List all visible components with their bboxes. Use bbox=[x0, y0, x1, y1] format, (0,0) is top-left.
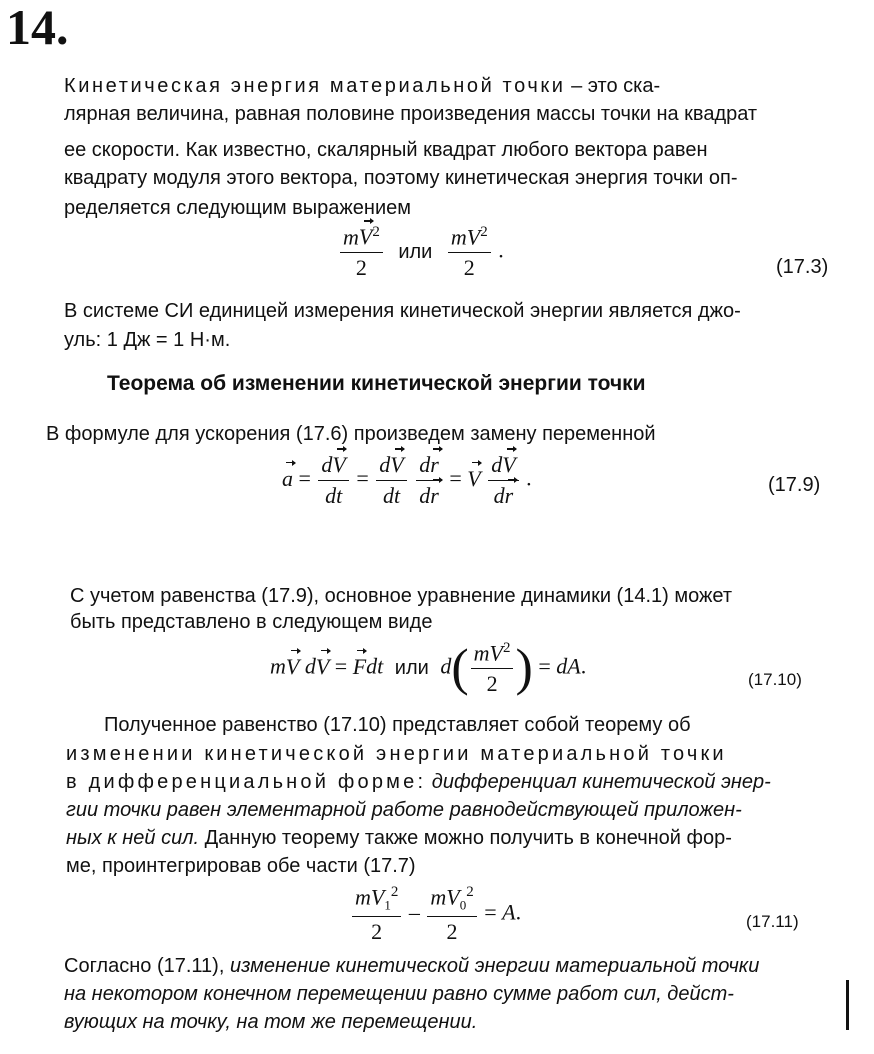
vector-v: V bbox=[358, 224, 373, 250]
fraction-mv0-squared: $\frac{mV_0^2}{2}$ bbox=[427, 884, 476, 945]
theorem-statement-2: ных к ней сил. bbox=[66, 827, 200, 849]
theorem-final-1: изменение кинетической энергии материальной точки bbox=[229, 955, 760, 977]
paragraph-1-line-5: ределяется следующим выражением bbox=[64, 197, 412, 219]
term-differential-form: в дифференциальной форме: bbox=[66, 771, 427, 793]
fraction-mv2-over-2: $\frac{mV^2}{2}$ bbox=[471, 640, 514, 697]
fraction-dv-dr: $\frac{dV}{dr}$ bbox=[488, 452, 518, 509]
paragraph-5-line-6: ме, проинтегрировав обе части (17.7) bbox=[66, 855, 416, 877]
paragraph-5-line-2: изменении кинетической энергии материальной точки bbox=[66, 743, 727, 765]
paragraph-4-line-2: быть представлено в следующем виде bbox=[70, 611, 433, 633]
paragraph-4-line-1: С учетом равенства (17.9), основное уравнение динамики (14.1) может bbox=[70, 585, 732, 607]
paragraph-1-line-1 bbox=[64, 76, 660, 96]
equation-number-17-9: (17.9) bbox=[768, 474, 821, 496]
paragraph-2-line-2: уль: 1 Дж = 1 Н·м. bbox=[64, 329, 231, 351]
equation-17-3: $\frac{mV^2}{2}$ или $\frac{mV^2}{2}$ . bbox=[338, 224, 504, 281]
section-heading: Теорема об изменении кинетической энергии точки bbox=[107, 372, 646, 395]
paragraph-3-line-1: В формуле для ускорения (17.6) произведем замену переменной bbox=[46, 423, 656, 445]
equation-17-10: mV dV = Fdt или d( $\frac{mV^2}{2}$ ) = dA. bbox=[270, 639, 587, 697]
vector-a: a bbox=[282, 465, 293, 491]
equation-number-17-10: (17.10) bbox=[748, 670, 802, 689]
theorem-statement-1: дифференциал кинетической энер- bbox=[431, 771, 771, 793]
fraction-dr-dr: $\frac{dr}{dr}$ bbox=[416, 452, 442, 509]
equation-17-9: a = $\frac{dV}{dt}$ = $\frac{dV}{dt}$ $\frac{dr}{dr}$ = V $\frac{dV}{dr}$ . bbox=[282, 452, 532, 508]
paragraph-1-line-1-rest: – это ска- bbox=[571, 75, 661, 97]
paragraph-6-line-2: на некотором конечном перемещении равно сумме работ сил, дейст- bbox=[64, 983, 734, 1005]
word-or-2: или bbox=[394, 656, 429, 679]
equation-number-17-11: (17.11) bbox=[746, 912, 799, 931]
paragraph-5-line-4: гии точки равен элементарной работе равнодействующей приложен- bbox=[66, 799, 742, 821]
fraction-mv1-squared: $\frac{mV_1^2}{2}$ bbox=[352, 884, 401, 945]
paragraph-1-line-3: ее скорости. Как известно, скалярный квадрат любого вектора равен bbox=[64, 139, 708, 161]
paragraph-6-line-3: вующих на точку, на том же перемещении. bbox=[64, 1011, 478, 1033]
paragraph-2-line-1: В системе СИ единицей измерения кинетической энергии является джо- bbox=[64, 300, 741, 322]
fraction-dv-dt: $\frac{dV}{dt}$ bbox=[318, 452, 348, 509]
paragraph-1-line-4: квадрату модуля этого вектора, поэтому кинетическая энергия точки оп- bbox=[64, 167, 738, 189]
section-number: 14. bbox=[6, 0, 69, 55]
word-or: или bbox=[398, 240, 433, 263]
fraction-mv-squared: $\frac{mV^2}{2}$ bbox=[448, 224, 491, 281]
fraction-dv-dt-2: $\frac{dV}{dt}$ bbox=[376, 452, 406, 509]
paragraph-1-line-2: лярная величина, равная половине произведения массы точки на квадрат bbox=[64, 103, 758, 125]
fraction-mv-vector-squared: $\frac{mV^2}{2}$ bbox=[340, 224, 383, 281]
paragraph-5-line-1-text: Полученное равенство (17.10) представляет собой теорему об bbox=[104, 714, 691, 736]
paragraph-6-line-1-start: Согласно (17.11), bbox=[64, 955, 225, 977]
term-kinetic-energy: Кинетическая энергия материальной точки bbox=[64, 75, 566, 97]
margin-vertical-rule bbox=[846, 980, 849, 1030]
paragraph-5-line-1 bbox=[104, 715, 691, 735]
equation-number-17-3: (17.3) bbox=[776, 256, 829, 278]
paragraph-5-line-3 bbox=[66, 772, 771, 792]
paragraph-5-line-5-rest: Данную теорему также можно получить в конечной фор- bbox=[204, 827, 732, 849]
paragraph-5-line-5 bbox=[66, 828, 732, 848]
paragraph-6-line-1 bbox=[64, 956, 759, 976]
equation-17-11: $\frac{mV_1^2}{2}$ – $\frac{mV_0^2}{2}$ = A. bbox=[350, 884, 521, 945]
